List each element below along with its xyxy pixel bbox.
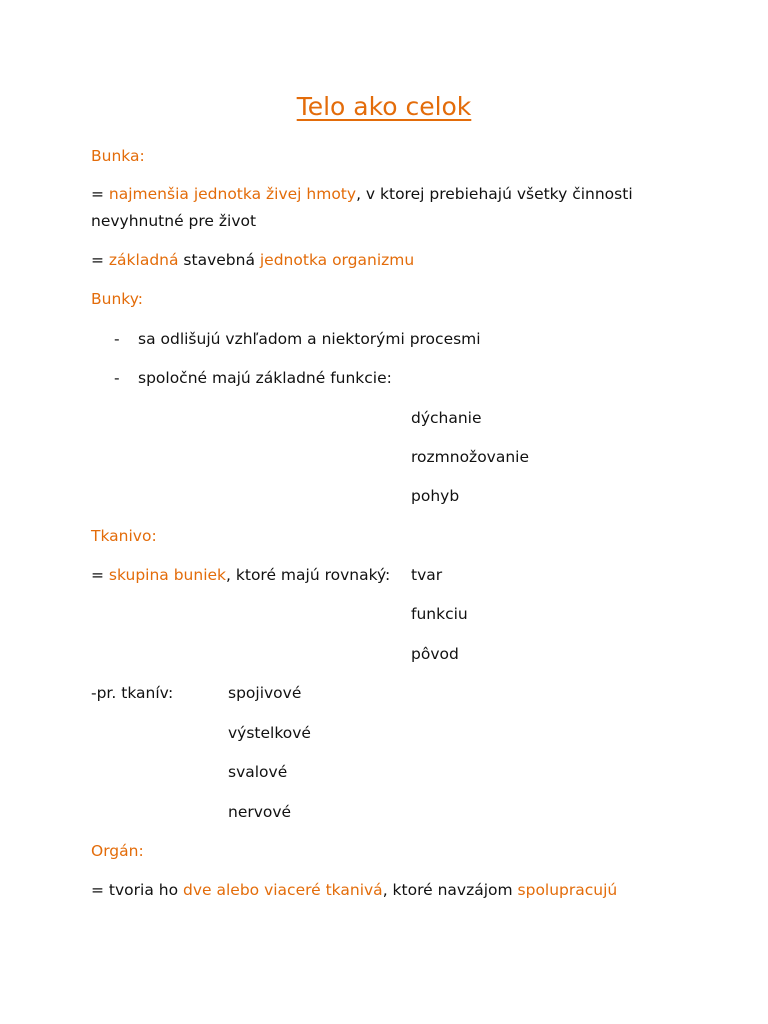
def-mid: , ktoré navzájom <box>382 881 518 899</box>
tkanivo-prop: pôvod <box>411 645 459 663</box>
def-prefix: = <box>91 251 109 269</box>
bunka-heading: Bunka: <box>91 147 145 165</box>
bunky-item: spoločné majú základné funkcie: <box>138 369 392 387</box>
bunka-definition-1 <box>91 184 633 204</box>
bullet-dash: - <box>114 330 120 348</box>
tissue-example: svalové <box>228 763 288 781</box>
def-highlight: najmenšia jednotka živej hmoty <box>108 185 357 203</box>
def-prefix: = tvoria ho <box>91 881 183 899</box>
def-prefix: = <box>91 185 109 203</box>
function-item: rozmnožovanie <box>411 448 530 466</box>
page-title: Telo ako celok <box>296 92 472 121</box>
bunka-definition-1-line2: nevyhnutné pre život <box>91 212 257 230</box>
def-mid: stavebná <box>178 251 260 269</box>
def-highlight: spolupracujú <box>517 881 618 899</box>
bunky-heading: Bunky: <box>91 290 143 308</box>
tkanivo-heading: Tkanivo: <box>91 527 157 545</box>
bunka-definition-2 <box>91 250 414 270</box>
def-rest: , ktoré majú rovnaký: <box>226 566 391 584</box>
tissue-example: výstelkové <box>228 724 311 742</box>
def-highlight: jednotka organizmu <box>259 251 415 269</box>
function-item: pohyb <box>411 487 460 505</box>
tissue-example: nervové <box>228 803 292 821</box>
bunky-item: sa odlišujú vzhľadom a niektorými procesmi <box>138 330 481 348</box>
examples-label: -pr. tkanív: <box>91 684 174 702</box>
def-highlight: skupina buniek <box>108 566 227 584</box>
def-rest: , v ktorej prebiehajú všetky činnosti <box>356 185 633 203</box>
tkanivo-definition <box>91 565 390 585</box>
organ-heading: Orgán: <box>91 842 144 860</box>
tkanivo-prop: funkciu <box>411 605 468 623</box>
def-prefix: = <box>91 566 109 584</box>
function-item: dýchanie <box>411 409 482 427</box>
tissue-example: spojivové <box>228 684 302 702</box>
organ-definition <box>91 880 617 900</box>
tkanivo-prop: tvar <box>411 566 443 584</box>
def-highlight: základná <box>108 251 179 269</box>
bullet-dash: - <box>114 369 120 387</box>
def-highlight: dve alebo viaceré tkanivá <box>183 881 383 899</box>
